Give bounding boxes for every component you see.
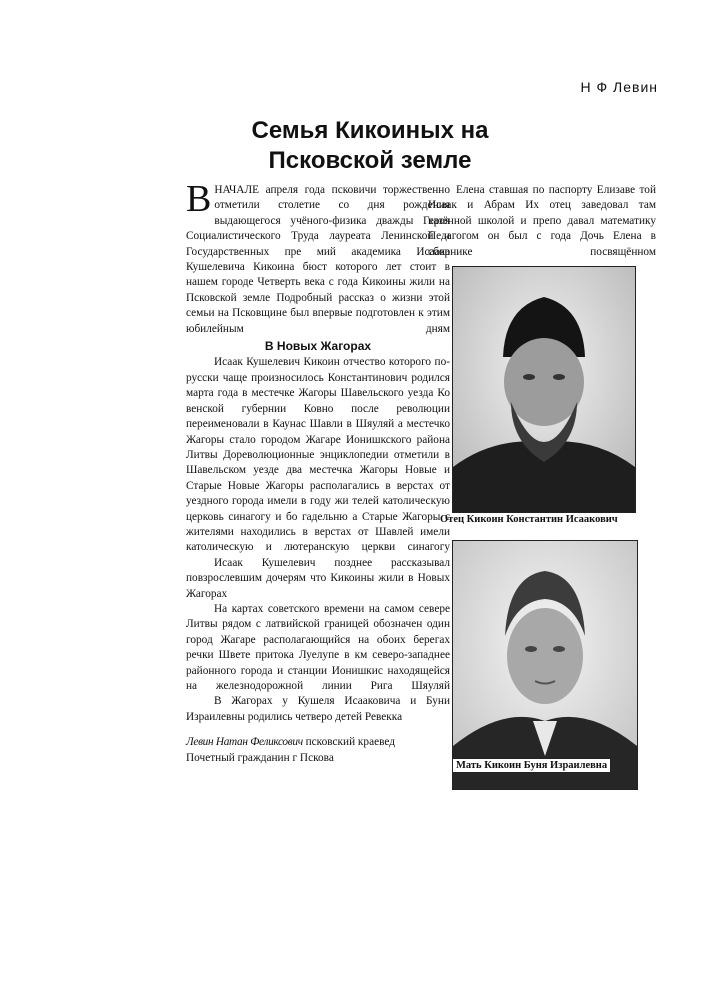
right-column-paragraph: Елена ставшая по паспорту Елизаве той Исаак и Абрам Их отец заведовал там казённой школой и препо давал математику Педагогом он был с года Дочь Елена в сборнике посвящённом bbox=[428, 184, 656, 258]
signature-line-1 bbox=[186, 735, 450, 750]
intro-text: НАЧАЛЕ апреля года псковичи торжественно отметили столетие со дня рождения выдающегося учёного-физика дважды Героя Социалистического Труда лауреата Ленинской и Государственных пре мий академика Исаака Кушелевича Кикоина бюст которого лет стоит в нашем городе Четверть века с года Кикоины жили на Псковской земле Подробный рассказ о жизни этой семьи на Псковщине был впервые подготовлен к этим юбилейным дням bbox=[186, 184, 450, 335]
article-title bbox=[200, 116, 540, 176]
intro-paragraph bbox=[186, 178, 450, 337]
left-column bbox=[186, 178, 450, 766]
author-signature bbox=[186, 735, 450, 766]
mother-portrait bbox=[452, 540, 638, 790]
right-column bbox=[428, 183, 656, 260]
signature-name: Левин Натан Феликсович bbox=[186, 736, 303, 749]
father-portrait bbox=[452, 266, 636, 513]
body-paragraph-2: Исаак Кушелевич позднее рассказывал повзрослевшим дочерям что Кикоины жили в Новых Жагорах bbox=[186, 556, 450, 600]
section-subheading: В Новых Жагорах bbox=[264, 339, 372, 354]
father-caption: Отец Кикоин Константин Исаакович bbox=[440, 514, 618, 525]
mother-caption: Мать Кикоин Буня Израилевна bbox=[452, 758, 611, 773]
title-line-1: Семья Кикоиных на bbox=[251, 117, 489, 144]
signature-line-2: Почетный гражданин г Пскова bbox=[186, 751, 334, 764]
body-paragraph-1: Исаак Кушелевич Кикоин отчество которого по-русски чаще произносилось Константинович родился марта года в местечке Жагоры Шавельского уезда Ко венской губернии Ковно после революции переименовали в Каунас Шавли в Шяуляй а местечко Жагоры стало городом Жагаре Ионишкского района Литвы Дореволюционные энциклопедии отметили в Шавельском уезде два местечка Жагоры Новые и Старые Новые Жагоры располагались в верстах от уездного города имели в году жи телей католическую церковь синагогу и бо гадельню а Старые Жагоры с жителями находились в верстах от Шавлей имели католическую и лютеранскую церкви синагогу bbox=[186, 356, 450, 554]
author-header: Н Ф Левин bbox=[580, 79, 658, 95]
body-paragraph-4: В Жагорах у Кушеля Исааковича и Буни Израилевны родились четверо детей Ревекка bbox=[186, 695, 450, 723]
signature-role: псковский краевед bbox=[305, 736, 395, 749]
drop-cap: В bbox=[186, 178, 212, 220]
body-paragraph-3: На картах советского времени на самом севере Литвы рядом с латвийской границей обозначен один город Жагаре располагающийся на обоих берегах речки Швете притока Луелупе в км северо-западнее районного города и станции Ионишкис находящейся на железнодорожной линии Рига Шяуляй bbox=[186, 602, 450, 692]
title-line-2: Псковской земле bbox=[268, 147, 472, 174]
